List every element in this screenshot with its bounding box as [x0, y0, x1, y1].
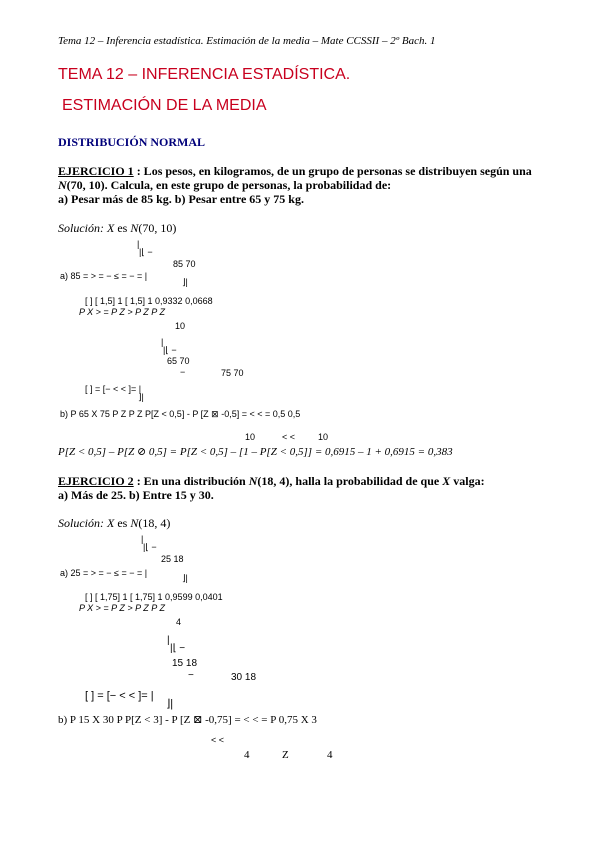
formula-fragment: |: [167, 635, 170, 646]
solution-1-intro: [58, 221, 176, 236]
formula-fragment: 30 18: [231, 672, 257, 683]
variable-symbol: X: [107, 221, 115, 235]
exercise-1-questions: a) Pesar más de 85 kg. b) Pesar entre 65 y 75 kg.: [58, 192, 304, 206]
solution-2-intro: [58, 516, 170, 531]
distribution-symbol: N: [130, 516, 139, 530]
exercise-2-text: : En una distribución: [133, 474, 249, 488]
page-header: Tema 12 – Inferencia estadística. Estimación de la media – Mate CCSSII – 2º Bach. 1: [58, 35, 436, 47]
distribution-symbol: N: [248, 474, 258, 488]
formula-fragment: b) P 65 X 75 P Z P Z P[Z < 0,5] - P [Z ⊠ -0,5] = < < = 0,5 0,5: [60, 409, 301, 419]
formula-fragment: 4: [327, 749, 333, 761]
solution-text: es: [114, 516, 131, 530]
exercise-2-questions: a) Más de 25. b) Entre 15 y 30.: [58, 488, 214, 502]
exercise-1-text: (70, 10). Calcula, en este grupo de personas, la probabilidad de:: [66, 178, 392, 192]
formula-fragment: 25 18: [161, 554, 184, 564]
formula-fragment: < <: [282, 432, 296, 442]
formula-fragment: |⌊ −: [139, 247, 153, 257]
solution-label: Solución:: [58, 516, 107, 530]
distribution-symbol: N: [58, 178, 67, 192]
formula-fragment: ⌋|: [182, 277, 188, 287]
formula-fragment: |⌊ −: [163, 345, 177, 355]
formula-fragment: P X > = P Z > P Z P Z: [79, 307, 165, 317]
formula-fragment: |⌊ −: [170, 643, 186, 654]
formula-fragment: 75 70: [221, 368, 244, 378]
formula-fragment: P X > = P Z > P Z P Z: [79, 603, 165, 613]
variable-symbol: X: [442, 474, 451, 488]
formula-fragment: 65 70: [167, 356, 190, 366]
formula-fragment: 10: [175, 321, 186, 331]
page-title: TEMA 12 – INFERENCIA ESTADÍSTICA.: [58, 66, 351, 83]
formula-fragment: a) 85 = > = − ≤ = − = |: [60, 271, 148, 281]
exercise-1-statement-line2: [58, 178, 391, 193]
formula-fragment: [ ] [ 1,75] 1 [ 1,75] 1 0,9599 0,0401: [85, 592, 223, 602]
formula-fragment: 10: [318, 432, 329, 442]
formula-fragment: ⌋|: [166, 698, 174, 710]
formula-fragment: 15 18: [172, 658, 198, 669]
formula-fragment: 10: [245, 432, 256, 442]
section-heading: DISTRIBUCIÓN NORMAL: [58, 135, 206, 149]
solution-label: Solución:: [58, 221, 107, 235]
formula-fragment: ⌋|: [138, 392, 144, 402]
exercise-2-text: (18, 4), halla la probabilidad de que: [257, 474, 443, 488]
solution-text: (70, 10): [138, 221, 177, 235]
formula-fragment: |⌊ −: [143, 542, 157, 552]
formula-fragment: Z: [282, 749, 289, 761]
formula-fragment: [ ] [ 1,5] 1 [ 1,5] 1 0,9332 0,0668: [85, 296, 213, 306]
formula-fragment: b) P 15 X 30 P P[Z < 3] - P [Z ⊠ -0,75] = < < = P 0,75 X 3: [58, 714, 317, 726]
formula-fragment: < <: [211, 735, 225, 745]
formula-fragment: |: [161, 337, 164, 347]
distribution-symbol: N: [130, 221, 139, 235]
formula-fragment: 4: [244, 749, 250, 761]
variable-symbol: X: [107, 516, 115, 530]
formula-fragment: a) 25 = > = − ≤ = − = |: [60, 568, 148, 578]
exercise-1-label: EJERCICIO 1: [58, 164, 134, 178]
formula-fragment: |: [137, 239, 140, 249]
exercise-2-statement-line1: [58, 474, 485, 489]
exercise-2-label: EJERCICIO 2: [58, 474, 134, 488]
formula-fragment: [ ] = [− < < ]= |: [85, 690, 154, 702]
formula-fragment: ⌋|: [182, 573, 188, 583]
formula-fragment: −: [180, 367, 186, 377]
exercise-2-text: valga:: [450, 474, 485, 488]
solution-text: es: [114, 221, 131, 235]
exercise-1-statement-line1: [58, 164, 532, 179]
exercise-1-text: : Los pesos, en kilogramos, de un grupo de personas se distribuyen según una: [133, 164, 532, 178]
formula-fragment: 85 70: [173, 259, 196, 269]
formula-fragment: |: [141, 534, 144, 544]
solution-1-result: P[Z < 0,5] – P[Z ⊘ 0,5] = P[Z < 0,5] – [1 – P[Z < 0,5]] = 0,6915 – 1 + 0,6915 = 0,383: [58, 446, 453, 458]
formula-fragment: 4: [176, 617, 182, 627]
formula-fragment: [ ] = [− < < ]= |: [85, 384, 142, 394]
page-subtitle: ESTIMACIÓN DE LA MEDIA: [62, 97, 267, 114]
solution-text: (18, 4): [138, 516, 171, 530]
formula-fragment: −: [188, 670, 194, 681]
